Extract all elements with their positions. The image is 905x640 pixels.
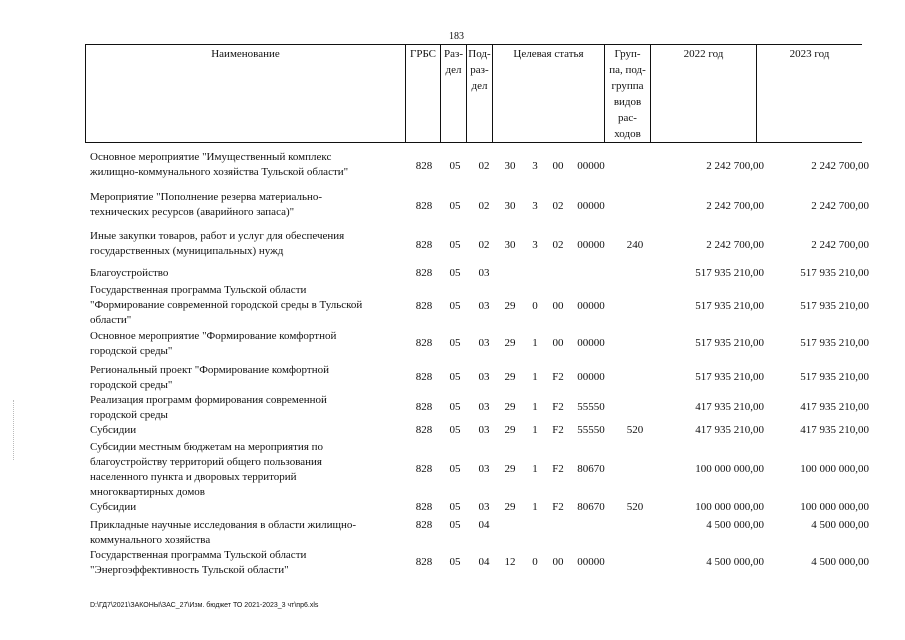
cell-t4: 00000 [577, 300, 605, 312]
cell-y2022: 2 242 700,00 [706, 239, 764, 251]
cell-razdel: 05 [449, 501, 461, 513]
cell-t1: 29 [504, 371, 516, 383]
row-name: Государственная программа Тульской области "Энергоэффективность Тульской области" [90, 549, 307, 576]
cell-y2023: 517 935 210,00 [800, 300, 869, 312]
cell-podrazdel: 03 [478, 401, 490, 413]
cell-razdel: 05 [449, 401, 461, 413]
cell-y2022: 517 935 210,00 [695, 267, 764, 279]
row-name: Реализация программ формирования современной городской среды [90, 394, 327, 421]
cell-t3: 02 [552, 200, 564, 212]
cell-grbs: 828 [415, 300, 433, 312]
cell-t2: 1 [532, 371, 538, 383]
cell-t2: 0 [532, 300, 538, 312]
cell-razdel: 05 [449, 300, 461, 312]
cell-t3: 00 [552, 160, 564, 172]
cell-t1: 30 [504, 200, 516, 212]
cell-grbs: 828 [415, 519, 433, 531]
cell-t4: 80670 [577, 501, 605, 513]
header-podrazdel: Под- раз- дел [467, 45, 493, 143]
cell-podrazdel: 03 [478, 463, 490, 475]
cell-podrazdel: 02 [478, 200, 490, 212]
cell-y2022: 4 500 000,00 [706, 556, 764, 568]
cell-t4: 55550 [577, 424, 605, 436]
cell-t2: 3 [532, 239, 538, 251]
row-name: Мероприятие "Пополнение резерва материально- технических ресурсов (аварийного запаса)" [90, 191, 323, 218]
cell-podrazdel: 04 [478, 556, 490, 568]
cell-y2023: 417 935 210,00 [800, 401, 869, 413]
cell-y2022: 517 935 210,00 [695, 337, 764, 349]
cell-t4: 00000 [577, 160, 605, 172]
cell-t3: 00 [552, 556, 564, 568]
cell-t2: 0 [532, 556, 538, 568]
cell-grbs: 828 [415, 239, 433, 251]
cell-razdel: 05 [449, 239, 461, 251]
margin-marks [13, 400, 16, 460]
cell-t2: 1 [532, 501, 538, 513]
row-name: Государственная программа Тульской области "Формирование современной городской среды в Тульской области" [90, 284, 363, 326]
header-year-2023: 2023 год [757, 45, 863, 143]
cell-grbs: 828 [415, 556, 433, 568]
cell-grbs: 828 [415, 371, 433, 383]
cell-t1: 29 [504, 300, 516, 312]
cell-podrazdel: 03 [478, 337, 490, 349]
cell-podrazdel: 03 [478, 371, 490, 383]
cell-y2023: 2 242 700,00 [811, 160, 869, 172]
cell-t3: 00 [552, 337, 564, 349]
cell-t2: 1 [532, 401, 538, 413]
header-year-2022: 2022 год [651, 45, 757, 143]
cell-podrazdel: 03 [478, 300, 490, 312]
cell-razdel: 05 [449, 200, 461, 212]
cell-razdel: 05 [449, 371, 461, 383]
cell-t2: 3 [532, 200, 538, 212]
cell-t3: 02 [552, 239, 564, 251]
cell-podrazdel: 02 [478, 160, 490, 172]
row-name: Основное мероприятие "Формирование комфортной городской среды" [90, 330, 337, 357]
row-name: Субсидии [90, 424, 137, 436]
cell-y2023: 4 500 000,00 [811, 556, 869, 568]
cell-t1: 29 [504, 501, 516, 513]
cell-vr: 520 [626, 501, 644, 513]
cell-grbs: 828 [415, 267, 433, 279]
cell-t4: 00000 [577, 337, 605, 349]
cell-t3: F2 [552, 501, 564, 513]
cell-y2022: 417 935 210,00 [695, 401, 764, 413]
cell-t2: 1 [532, 463, 538, 475]
cell-razdel: 05 [449, 424, 461, 436]
cell-razdel: 05 [449, 160, 461, 172]
cell-y2022: 417 935 210,00 [695, 424, 764, 436]
cell-y2023: 2 242 700,00 [811, 200, 869, 212]
cell-razdel: 05 [449, 519, 461, 531]
cell-grbs: 828 [415, 463, 433, 475]
cell-podrazdel: 03 [478, 424, 490, 436]
cell-grbs: 828 [415, 200, 433, 212]
row-name: Благоустройство [90, 267, 169, 279]
cell-y2022: 100 000 000,00 [695, 463, 764, 475]
cell-t2: 1 [532, 337, 538, 349]
row-name: Иные закупки товаров, работ и услуг для обеспечения государственных (муниципальных) нужд [90, 230, 345, 257]
cell-t4: 55550 [577, 401, 605, 413]
cell-grbs: 828 [415, 160, 433, 172]
cell-t1: 30 [504, 239, 516, 251]
row-name: Субсидии [90, 501, 137, 513]
cell-t1: 29 [504, 401, 516, 413]
cell-grbs: 828 [415, 337, 433, 349]
cell-razdel: 05 [449, 267, 461, 279]
cell-y2023: 100 000 000,00 [800, 463, 869, 475]
cell-t1: 29 [504, 463, 516, 475]
header-expense-group: Груп- па, под- группа видов рас- ходов [605, 45, 651, 143]
cell-y2023: 4 500 000,00 [811, 519, 869, 531]
cell-y2022: 100 000 000,00 [695, 501, 764, 513]
cell-y2023: 517 935 210,00 [800, 337, 869, 349]
row-name: Субсидии местным бюджетам на мероприятия по благоустройству территорий общего пользования населенного пункта и дворовых территорий многоквартирных домов [90, 441, 324, 498]
cell-t4: 00000 [577, 200, 605, 212]
header-grbs: ГРБС [406, 45, 441, 143]
cell-grbs: 828 [415, 401, 433, 413]
cell-podrazdel: 03 [478, 267, 490, 279]
cell-t1: 30 [504, 160, 516, 172]
cell-t1: 29 [504, 424, 516, 436]
cell-y2023: 417 935 210,00 [800, 424, 869, 436]
row-name: Региональный проект "Формирование комфортной городской среды" [90, 364, 329, 391]
header-target-article: Целевая статья [493, 45, 605, 143]
cell-razdel: 05 [449, 556, 461, 568]
cell-y2022: 517 935 210,00 [695, 300, 764, 312]
cell-t4: 00000 [577, 239, 605, 251]
cell-t3: F2 [552, 371, 564, 383]
header-razdel: Раз- дел [441, 45, 467, 143]
row-name: Прикладные научные исследования в области жилищно- коммунального хозяйства [90, 519, 357, 546]
cell-y2023: 517 935 210,00 [800, 267, 869, 279]
cell-t3: F2 [552, 401, 564, 413]
cell-grbs: 828 [415, 424, 433, 436]
cell-grbs: 828 [415, 501, 433, 513]
cell-t3: F2 [552, 424, 564, 436]
cell-podrazdel: 04 [478, 519, 490, 531]
cell-y2023: 100 000 000,00 [800, 501, 869, 513]
cell-t2: 1 [532, 424, 538, 436]
cell-t4: 00000 [577, 556, 605, 568]
cell-t4: 80670 [577, 463, 605, 475]
cell-t3: 00 [552, 300, 564, 312]
cell-razdel: 05 [449, 337, 461, 349]
cell-y2022: 2 242 700,00 [706, 160, 764, 172]
header-name: Наименование [86, 45, 406, 143]
cell-y2022: 2 242 700,00 [706, 200, 764, 212]
row-name: Основное мероприятие "Имущественный комплекс жилищно-коммунального хозяйства Тульской области" [90, 151, 349, 178]
cell-y2022: 517 935 210,00 [695, 371, 764, 383]
cell-vr: 240 [626, 239, 644, 251]
cell-t1: 12 [504, 556, 516, 568]
cell-t2: 3 [532, 160, 538, 172]
cell-t3: F2 [552, 463, 564, 475]
page-number: 183 [449, 31, 464, 42]
file-path-footer: D:\ГД7\2021\ЗАКОНЫ\ЗАС_27\Изм. бюджет ТО 2021-2023_3 чт\пр6.xls [90, 602, 319, 609]
cell-y2023: 517 935 210,00 [800, 371, 869, 383]
cell-razdel: 05 [449, 463, 461, 475]
cell-y2022: 4 500 000,00 [706, 519, 764, 531]
cell-t1: 29 [504, 337, 516, 349]
cell-t4: 00000 [577, 371, 605, 383]
cell-vr: 520 [626, 424, 644, 436]
cell-podrazdel: 02 [478, 239, 490, 251]
cell-y2023: 2 242 700,00 [811, 239, 869, 251]
cell-podrazdel: 03 [478, 501, 490, 513]
